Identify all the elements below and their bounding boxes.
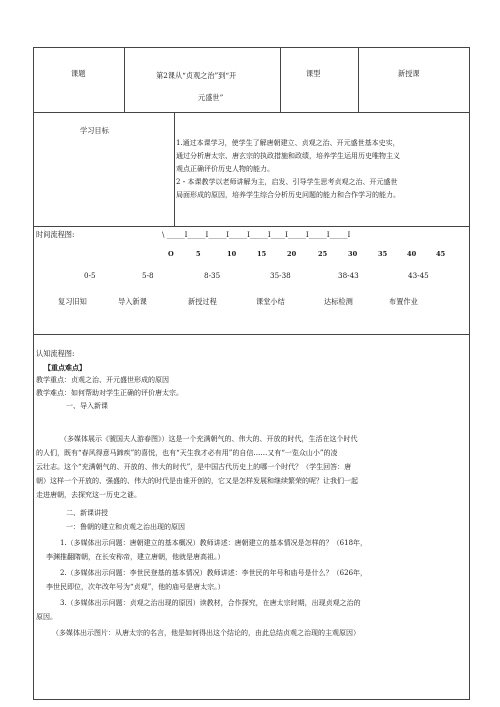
objective-line: 2・本课教学以老师讲解为主，启发、引导学生思考贞观之治、开元盛世 [176,178,398,186]
item-line: 1.（多媒体出示问题：唐朝建立的基本概况）教师讲述：唐朝建立的基本情况是怎样的？（618年， [60,539,368,547]
item-line: 原因。 [36,613,57,621]
subsection-title: 一：鲁朝的建立和贞观之治出现的原因 [66,523,185,531]
timeline-range: 43-45 [408,271,429,280]
intro-line: （多媒体展示《虢国夫人游春图》）这是一个充满朝气的、伟大的、开放的时代，生活在这个时代 [60,435,358,443]
section-title: 一、导入新课 [66,402,108,410]
objective-line: 通过分析唐太宗、唐玄宗的执政措施和政绩，培养学生运用历史唯物主义 [176,152,400,160]
type-value: 新授课 [398,69,420,78]
timeline-step: 布置作业 [389,297,418,306]
timeline-tick: 5 [196,250,201,258]
timeline-tick: 40 [407,250,417,258]
topic-title-line1: 第2课从“贞观之治”到“开 [156,71,237,80]
timeline-tick: 25 [318,250,328,258]
intro-line: 的人们，既有“春风得意马蹄疾”的喜悦，也有“天生我才必有用”的自信……又有“一览众山小”的凌 [36,449,338,457]
key-points-block [36,361,183,413]
row-divider [34,334,469,335]
timeline-tick: 35 [378,250,388,258]
timeline-range: 5-8 [142,271,154,280]
col-divider [358,48,359,112]
objective-line: 1.通过本课学习，使学生了解唐朝建立、贞观之治、开元盛世基本史实， [176,139,400,147]
objective-line: 局面形成的原因，培养学生综合分析历史问题的能力和合作学习的能力。 [176,191,400,199]
type-label: 课型 [306,69,321,78]
timeline-label: 时间流程图: [36,230,75,239]
timeline-tick: 30 [348,250,358,258]
topic-title-line2: 元盛世” [198,93,224,102]
key-points-header: 【重点难点】 [44,363,86,372]
timeline-tick: 10 [227,250,237,258]
topic-label: 课题 [71,69,86,78]
item-line: 李渊推翻隋朝，在长安称帝，建立唐朝，他就是唐高祖。） [46,553,225,561]
item-line: 2.（多媒体出示问题：李世民登基的基本情况）教师讲述：李世民的年号和庙号是什么？（626年， [60,569,368,577]
objectives-text [176,137,400,202]
timeline-step: 复习旧知 [58,297,87,306]
objectives-label: 学习目标 [80,126,109,135]
timeline-tick: O [168,250,174,258]
item-line: 李世民即位，次年改年号为“贞观”，他的庙号是唐太宗。） [46,583,225,591]
intro-line: 朝）这样一个开放的、强盛的、伟大的时代是由谁开创的，它又是怎样发展和继续繁荣的呢？让我们一起 [36,477,358,485]
timeline-range: 8-35 [204,271,221,280]
row-divider [34,112,469,113]
row-divider [34,226,469,227]
item-line: （多媒体出示图片：从唐太宗的名言，他是如何得出这个结论的，由此总结贞观之治现的主观原因） [52,629,360,637]
intro-line: 走进唐朝，去探究这一历史之谜。 [36,491,141,499]
timeline-range: 38-43 [338,271,359,280]
timeline-range: 35-38 [270,271,291,280]
timeline-tick: 15 [257,250,267,258]
timeline-step: 达标检测 [324,297,353,306]
key-point: 教学重点：贞观之治、开元盛世形成的原因 [36,376,169,384]
timeline-scale: \ _____I_____I_____I_____I_____I____I_____I_____I_____I [162,230,351,239]
objective-line: 观点正确评价历史人物的能力。 [176,165,274,173]
timeline-tick: 20 [287,250,297,258]
timeline-step: 课堂小结 [256,297,285,306]
timeline-tick: 45 [436,250,446,258]
cognition-label: 认知流程图: [36,349,75,358]
difficult-point: 教学难点：如何帮助对学生正确的评价唐太宗。 [36,389,183,397]
timeline-step: 新授过程 [188,297,217,306]
lesson-body [36,506,367,640]
item-line: 3.（多媒体出示问题：贞观之治出现的原因）读教材，合作探究，在唐太宗时期，出现贞观之治的 [60,599,361,607]
section-title: 二、新课讲授 [66,509,108,517]
intro-paragraph [36,432,358,502]
timeline-step: 导入新课 [118,297,147,306]
col-divider [280,48,281,112]
intro-line: 云壮志。这个“充满朝气的、开放的、伟大的时代”，是中国古代历史上的哪一个时代？（学生回答：唐 [36,463,352,471]
timeline-range: 0-5 [84,271,96,280]
col-divider [124,48,125,112]
col-divider [174,112,175,226]
lesson-plan-table [33,47,470,700]
